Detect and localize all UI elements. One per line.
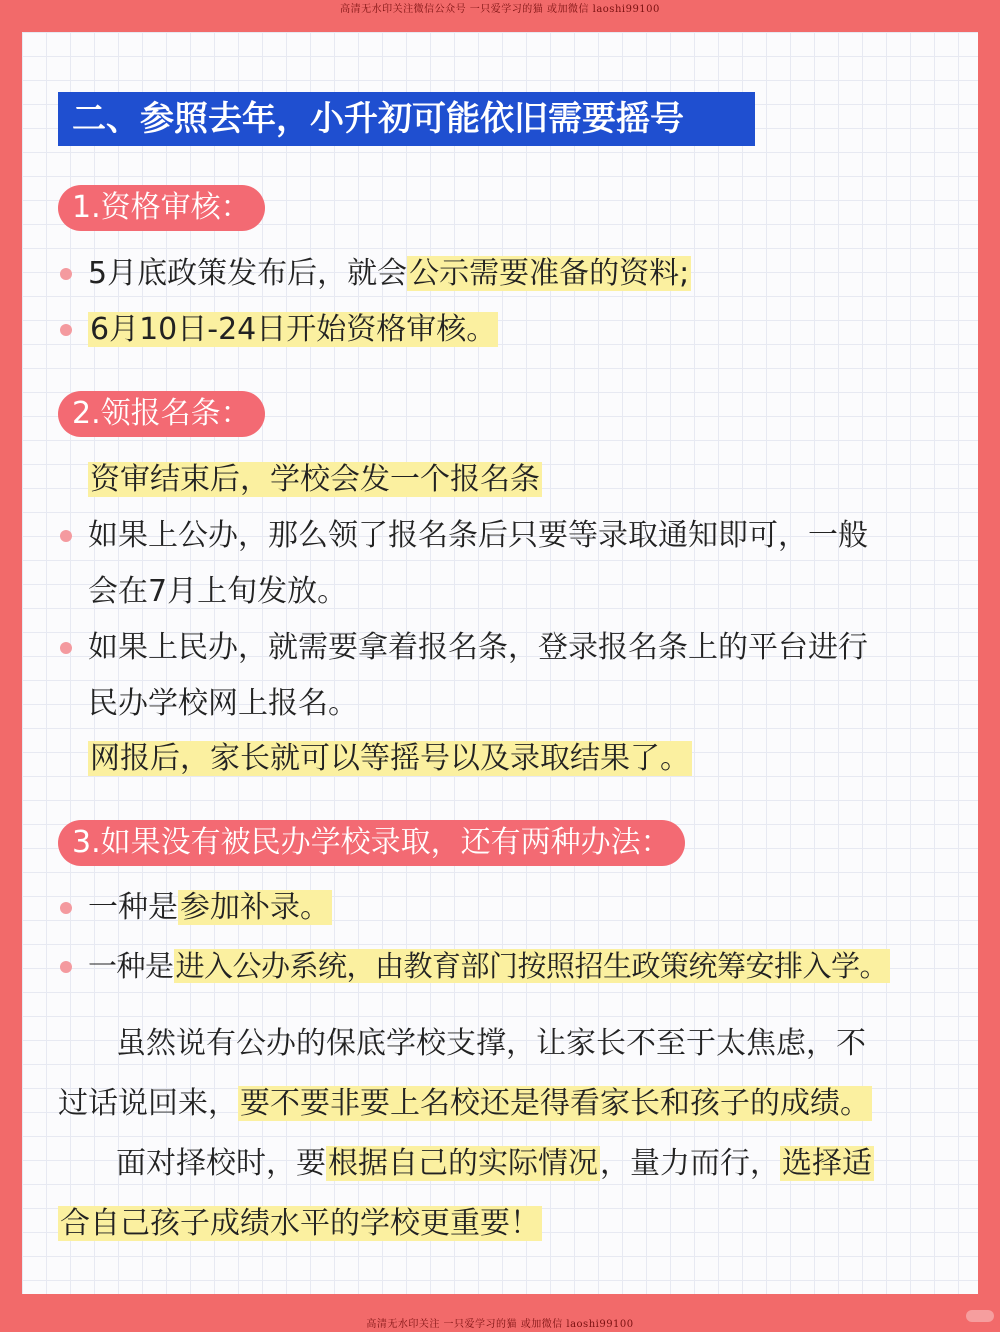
content-card — [22, 32, 978, 1294]
closing-line: 虽然说有公办的保底学校支撑，让家长不至于太焦虑，不 — [116, 1026, 866, 1061]
heading-not-admitted: 3.如果没有被民办学校录取，还有两种办法： — [58, 820, 685, 866]
list-item-line: 如果上民办，就需要拿着报名条，登录报名条上的平台进行 — [88, 630, 868, 665]
highlight-text: 参加补录。 — [180, 890, 330, 925]
closing-line — [58, 1084, 872, 1124]
list-item — [88, 946, 890, 986]
bullet-dot — [60, 961, 72, 973]
item-text: 一种是 — [88, 949, 174, 983]
closing-text: 过话说回来， — [58, 1086, 238, 1121]
item-text: 一种是 — [88, 890, 178, 925]
highlight-text: 6月10日-24日开始资格审核。 — [90, 312, 497, 347]
item-text: 5月底政策发布后，就会 — [88, 256, 408, 291]
heading-registration-slip: 2.领报名条： — [58, 391, 265, 437]
closing-line — [116, 1144, 874, 1184]
heading-qualification-review: 1.资格审核： — [58, 185, 265, 231]
highlight-text: 合自己孩子成绩水平的学校更重要！ — [60, 1206, 540, 1241]
bullet-dot — [60, 642, 72, 654]
watermark-bottom: 高清无水印关注 一只爱学习的猫 或加微信 laoshi99100 — [366, 1319, 634, 1330]
section-title: 二、参照去年，小升初可能依旧需要摇号 — [58, 92, 755, 146]
bullet-dot — [60, 902, 72, 914]
highlight-text: 资审结束后，学校会发一个报名条 — [90, 462, 540, 497]
list-item — [88, 254, 691, 294]
list-item — [88, 310, 498, 350]
outro-text — [88, 739, 692, 779]
highlight-text: 进入公办系统，由教育部门按照招生政策统筹安排入学。 — [175, 949, 889, 983]
bullet-dot — [60, 324, 72, 336]
highlight-text: 网报后，家长就可以等摇号以及录取结果了。 — [90, 741, 690, 776]
watermark-top: 高清无水印关注微信公众号 一只爱学习的猫 或加微信 laoshi99100 — [340, 4, 660, 15]
closing-line — [58, 1204, 542, 1244]
highlight-text: 公示需要准备的资料; — [409, 256, 690, 291]
bullet-dot — [60, 268, 72, 280]
intro-text — [88, 460, 542, 500]
highlight-text: 选择适 — [782, 1146, 872, 1181]
list-item-line: 会在7月上旬发放。 — [88, 574, 348, 609]
list-item-line: 民办学校网上报名。 — [88, 686, 358, 721]
list-item-line: 如果上公办，那么领了报名条后只要等录取通知即可，一般 — [88, 518, 868, 553]
corner-badge — [966, 1310, 994, 1322]
highlight-text: 根据自己的实际情况 — [328, 1146, 598, 1181]
bullet-dot — [60, 530, 72, 542]
list-item — [88, 888, 332, 928]
highlight-text: 要不要非要上名校还是得看家长和孩子的成绩。 — [240, 1086, 870, 1121]
closing-text: 面对择校时，要 — [116, 1146, 326, 1181]
closing-text: ，量力而行， — [600, 1146, 780, 1181]
